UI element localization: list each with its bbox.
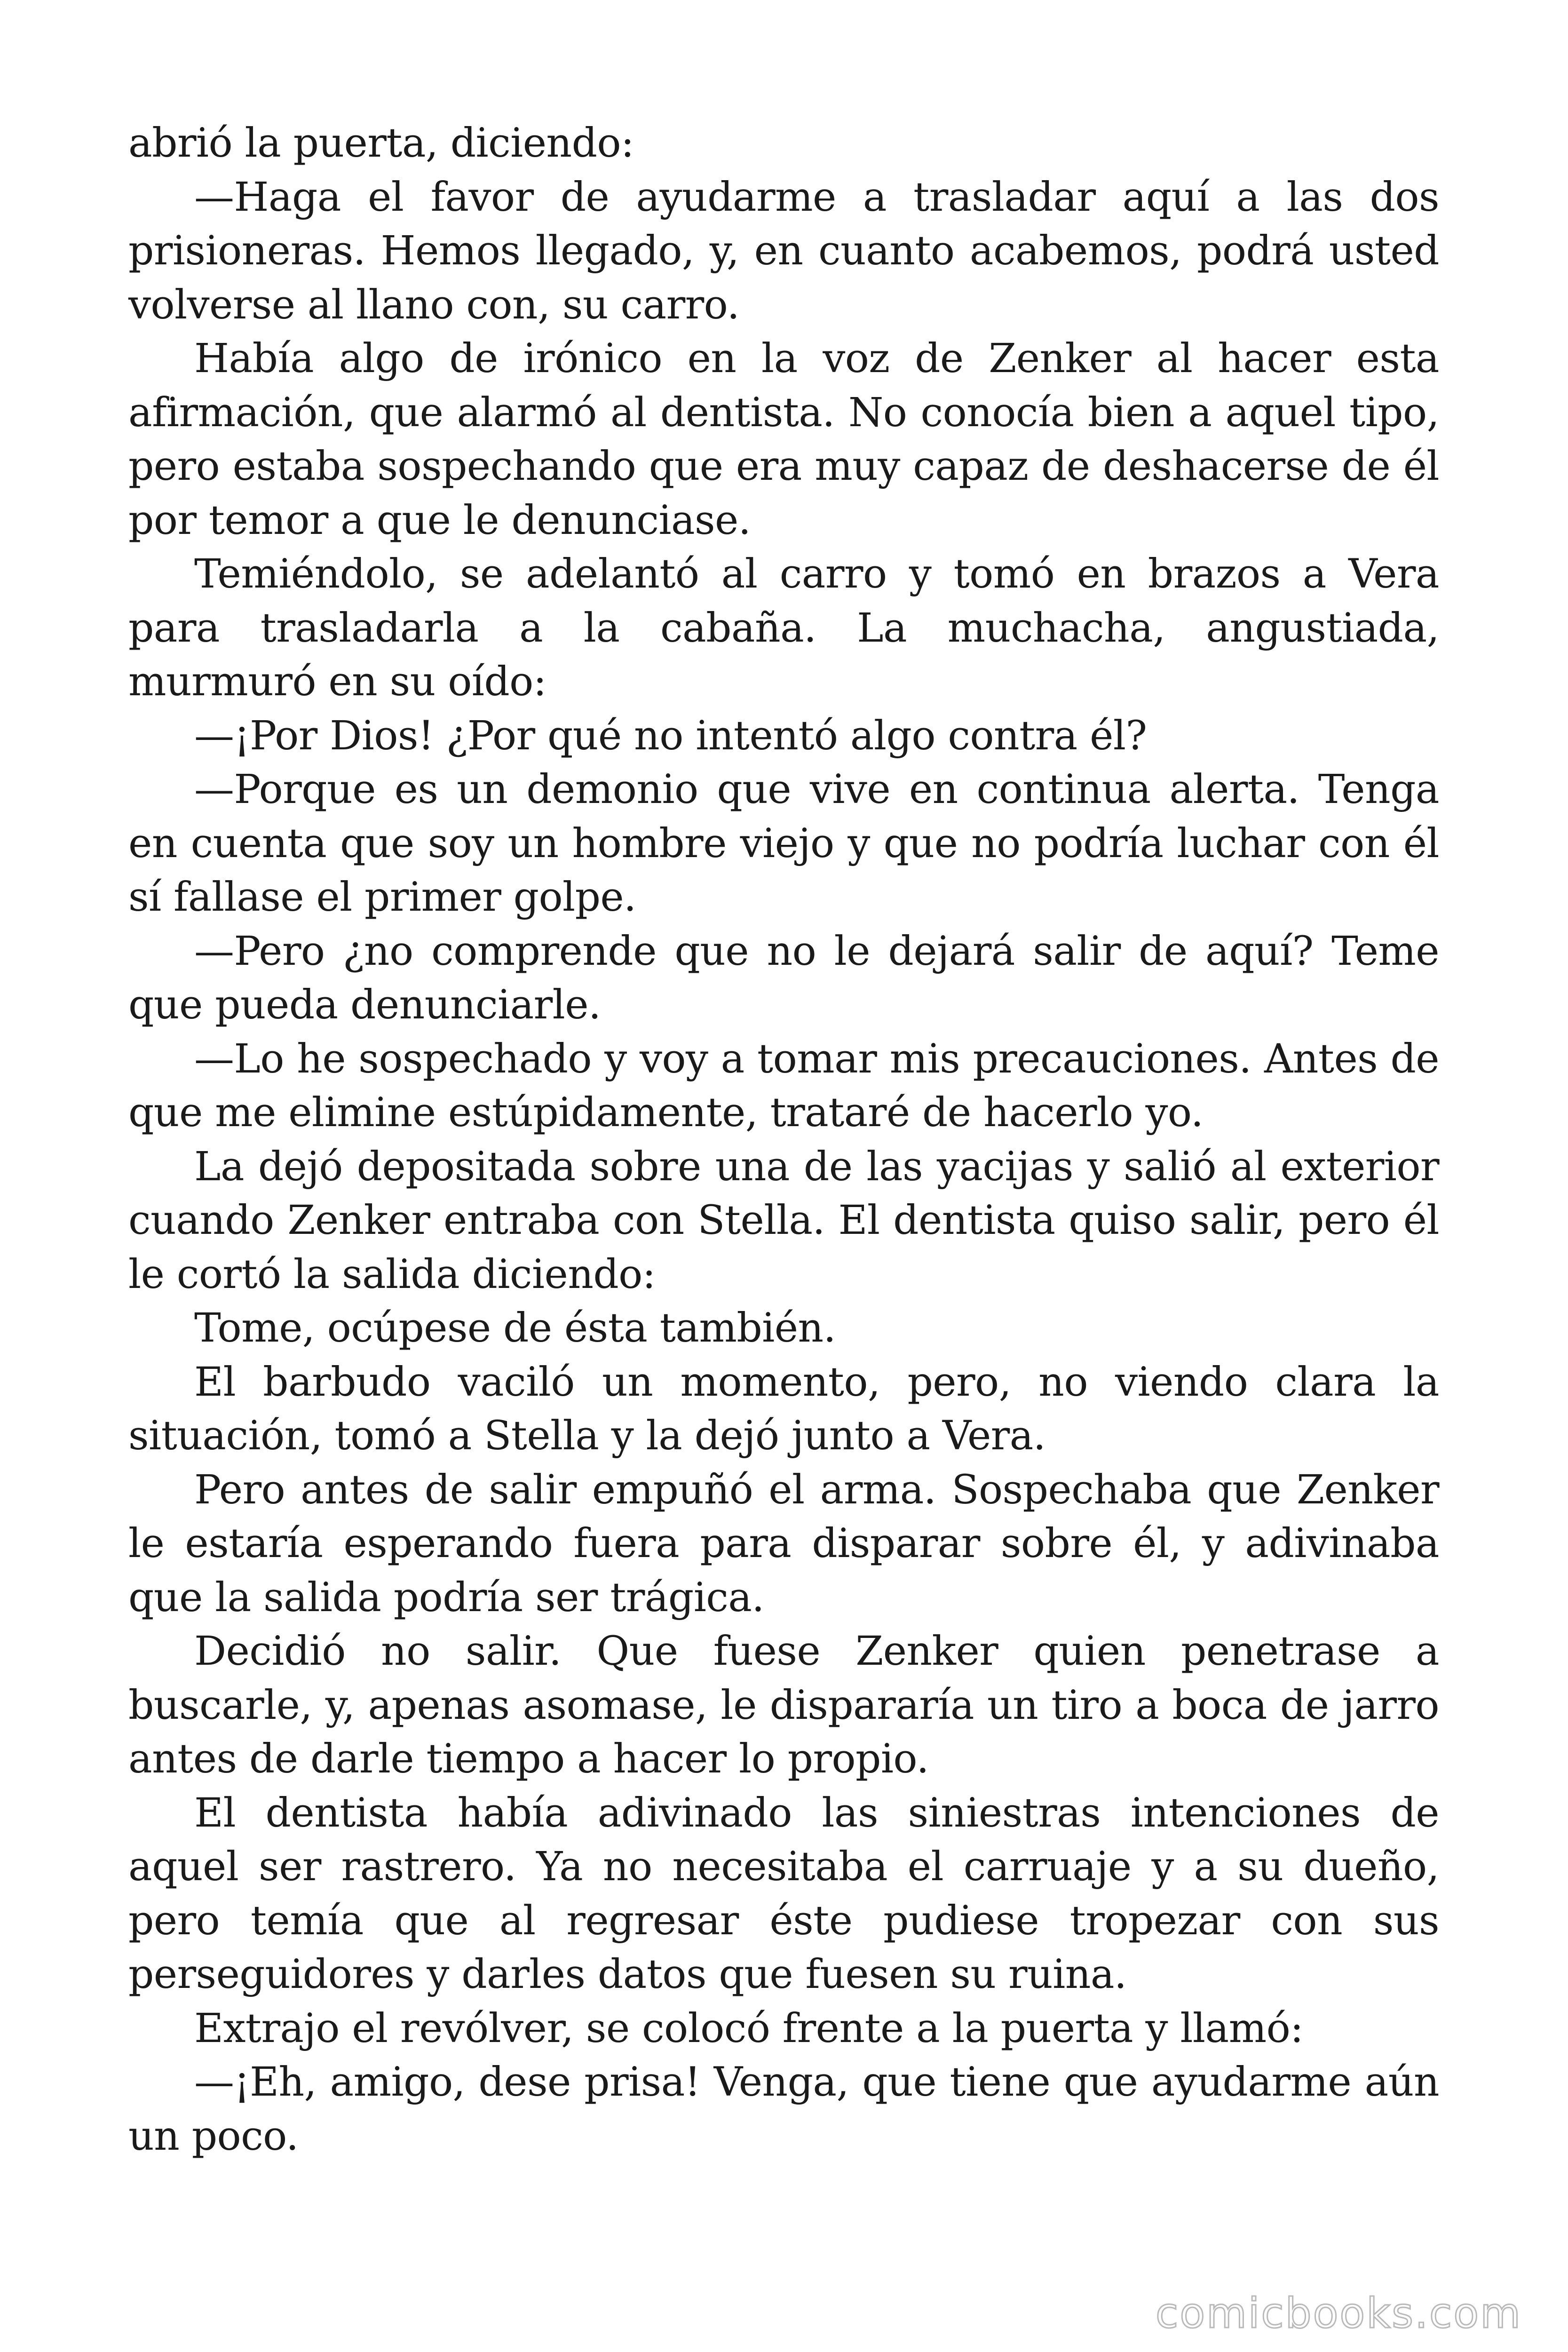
paragraph: —¡Eh, amigo, dese prisa! Venga, que tiene que ayudarme aún un poco. (128, 2059, 1439, 2160)
paragraph: La dejó depositada sobre una de las yacijas y salió al exterior cuando Zenker entraba con Stella. El dentista quiso salir, pero él le cortó la salida diciendo: (128, 1143, 1439, 1298)
paragraph: —Pero ¿no comprende que no le dejará salir de aquí? Teme que pueda denunciarle. (128, 928, 1439, 1028)
paragraph: Decidió no salir. Que fuese Zenker quien penetrase a buscarle, y, apenas asomase, le dispararía un tiro a boca de jarro antes de darle tiempo a hacer lo propio. (128, 1628, 1439, 1782)
paragraph: El barbudo vaciló un momento, pero, no viendo clara la situación, tomó a Stella y la dejó junto a Vera. (128, 1359, 1439, 1459)
paragraph: —Porque es un demonio que vive en continua alerta. Tenga en cuenta que soy un hombre viejo y que no podría luchar con él sí fallase el primer golpe. (128, 766, 1439, 921)
paragraph: Tome, ocúpese de ésta también. (194, 1305, 836, 1351)
paragraph: Temiéndolo, se adelantó al carro y tomó en brazos a Vera para trasladarla a la cabaña. La muchacha, angustiada, murmuró en su oído: (128, 551, 1439, 705)
page-text (128, 117, 1439, 2163)
paragraph: —Lo he sospechado y voy a tomar mis precauciones. Antes de que me elimine estúpidamente, trataré de hacerlo yo. (128, 1035, 1439, 1136)
paragraph: —¡Por Dios! ¿Por qué no intentó algo contra él? (194, 712, 1147, 759)
paragraph: abrió la puerta, diciendo: (128, 120, 634, 167)
paragraph: Pero antes de salir empuñó el arma. Sospechaba que Zenker le estaría esperando fuera para disparar sobre él, y adivinaba que la salida podría ser trágica. (128, 1466, 1439, 1621)
paragraph: Extrajo el revólver, se colocó frente a la puerta y llamó: (194, 2005, 1304, 2052)
watermark: comicbooks.com (1155, 2289, 1522, 2337)
paragraph: Había algo de irónico en la voz de Zenker al hacer esta afirmación, que alarmó al dentista. No conocía bien a aquel tipo, pero estaba sospechando que era muy capaz de deshacerse de él por temor a que le denunciase. (128, 335, 1439, 544)
paragraph: —Haga el favor de ayudarme a trasladar aquí a las dos prisioneras. Hemos llegado, y, en cuanto acabemos, podrá usted volverse al llano con, su carro. (128, 174, 1439, 328)
paragraph: El dentista había adivinado las siniestras intenciones de aquel ser rastrero. Ya no necesitaba el carruaje y a su dueño, pero temía que al regresar éste pudiese tropezar con sus perseguidores y darles datos que fuesen su ruina. (128, 1789, 1439, 1998)
